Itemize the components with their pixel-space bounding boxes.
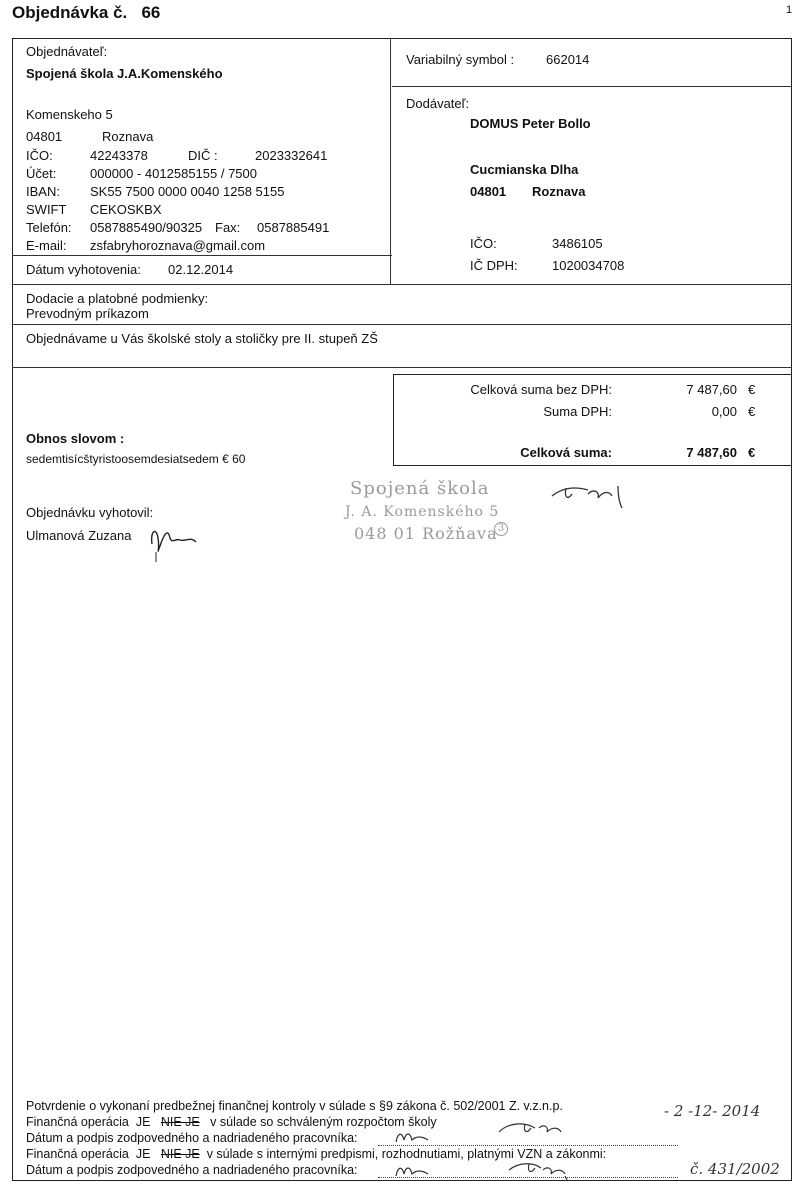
column-divider — [390, 38, 391, 284]
variable-symbol-divider — [392, 86, 792, 87]
vat-currency: € — [748, 404, 756, 419]
vat-value: 0,00 — [711, 404, 737, 419]
issuer-signature — [146, 516, 202, 566]
net-total-label: Celková suma bez DPH: — [470, 382, 612, 397]
supplier-icdph: 1020034708 — [552, 258, 625, 273]
buyer-ico: 42243378 — [90, 148, 148, 163]
buyer-ico-label: IČO: — [26, 148, 53, 163]
supplier-ico-label: IČO: — [470, 236, 497, 251]
order-text-divider — [12, 367, 792, 368]
footer-sign-label-1: Dátum a podpis zodpovedného a nadriadeného pracovníka: — [26, 1131, 358, 1145]
in-words-value: sedemtisícštyristoosemdesiatsedem € 60 — [26, 452, 246, 466]
buyer-iban: SK55 7500 0000 0040 1258 5155 — [90, 184, 285, 199]
buyer-email: zsfabryhoroznava@gmail.com — [90, 238, 266, 253]
supplier-icdph-label: IČ DPH: — [470, 258, 518, 273]
supplier-ico: 3486105 — [552, 236, 603, 251]
director-signature — [548, 476, 638, 512]
buyer-fax-label: Fax: — [215, 220, 241, 235]
buyer-swift-label: SWIFT — [26, 202, 67, 217]
footer-confirmation: Potvrdenie o vykonaní predbežnej finančnej kontroly v súlade s §9 zákona č. 502/2001 Z. v.z.n.p. — [26, 1099, 563, 1113]
footer-signature-1 — [495, 1116, 575, 1140]
terms-label: Dodacie a platobné podmienky: — [26, 291, 209, 306]
footer-signature-4 — [505, 1158, 575, 1182]
grand-total-currency: € — [748, 445, 756, 460]
order-description: Objednávame u Vás školské stoly a stoličky pre II. stupeň ZŠ — [26, 331, 378, 346]
issued-by-label: Objednávku vyhotovil: — [26, 505, 154, 520]
header-section-divider — [12, 284, 792, 285]
footer-operation-2: Finančná operácia JE NIE JE v súlade s internými predpismi, rozhodnutiami, platnými VZN a zákonmi: — [26, 1147, 607, 1161]
footer-signature-3 — [392, 1160, 432, 1182]
nieje-option-2: NIE JE — [160, 1147, 200, 1161]
buyer-iban-label: IBAN: — [26, 184, 60, 199]
buyer-street: Komenskeho 5 — [26, 107, 113, 122]
je-option-2: JE — [135, 1147, 151, 1161]
handwritten-date: - 2 -12- 2014 — [664, 1102, 761, 1120]
buyer-label: Objednávateľ: — [26, 44, 108, 59]
buyer-swift: CEKOSKBX — [90, 202, 162, 217]
variable-symbol-value: 662014 — [546, 52, 590, 67]
stamp-line-1: Spojená škola — [350, 478, 490, 499]
buyer-zip: 04801 — [26, 129, 63, 144]
footer-operation-1: Finančná operácia JE NIE JE v súlade so schváleným rozpočtom školy — [26, 1115, 437, 1129]
terms-value: Prevodným príkazom — [26, 306, 149, 321]
date-row-divider — [12, 255, 392, 256]
supplier-label: Dodávateľ: — [406, 96, 470, 111]
net-total-currency: € — [748, 382, 756, 397]
variable-symbol-label: Variabilný symbol : — [406, 52, 515, 67]
footer-sign-label-2: Dátum a podpis zodpovedného a nadriadeného pracovníka: — [26, 1163, 358, 1177]
grand-total-label: Celková suma: — [520, 445, 612, 460]
supplier-name: DOMUS Peter Bollo — [470, 116, 591, 131]
supplier-zip: 04801 — [470, 184, 507, 199]
stamp-line-2: J. A. Komenského 5 — [345, 504, 500, 520]
issued-by-name: Ulmanová Zuzana — [26, 528, 132, 543]
order-number: 66 — [141, 3, 161, 22]
order-title: Objednávka č. 66 — [12, 3, 161, 22]
date-label: Dátum vyhotovenia: — [26, 262, 141, 277]
buyer-fax: 0587885491 — [257, 220, 330, 235]
page-number: 1 — [786, 4, 793, 16]
date-value: 02.12.2014 — [168, 262, 234, 277]
supplier-street: Cucmianska Dlha — [470, 162, 579, 177]
buyer-email-label: E-mail: — [26, 238, 67, 253]
buyer-phone-label: Telefón: — [26, 220, 72, 235]
buyer-phone: 0587885490/90325 — [90, 220, 203, 235]
je-option-1: JE — [135, 1115, 151, 1129]
buyer-dic: 2023332641 — [255, 148, 328, 163]
supplier-city: Roznava — [532, 184, 586, 199]
footer-signature-2 — [392, 1128, 432, 1146]
buyer-name: Spojená škola J.A.Komenského — [26, 66, 223, 81]
stamp-line-3: 048 01 Rožňava — [354, 524, 498, 543]
nieje-option-1: NIE JE — [160, 1115, 200, 1129]
in-words-label: Obnos slovom : — [26, 431, 125, 446]
stamp-number-mark: 3 — [494, 522, 508, 536]
vat-label: Suma DPH: — [543, 404, 612, 419]
buyer-dic-label: DIČ : — [188, 148, 218, 163]
handwritten-registration: č. 431/2002 — [690, 1160, 780, 1178]
buyer-city: Roznava — [102, 129, 154, 144]
buyer-account: 000000 - 4012585155 / 7500 — [90, 166, 257, 181]
buyer-account-label: Účet: — [26, 166, 57, 181]
net-total-value: 7 487,60 — [686, 382, 737, 397]
terms-divider — [12, 324, 792, 325]
grand-total-value: 7 487,60 — [686, 445, 737, 460]
